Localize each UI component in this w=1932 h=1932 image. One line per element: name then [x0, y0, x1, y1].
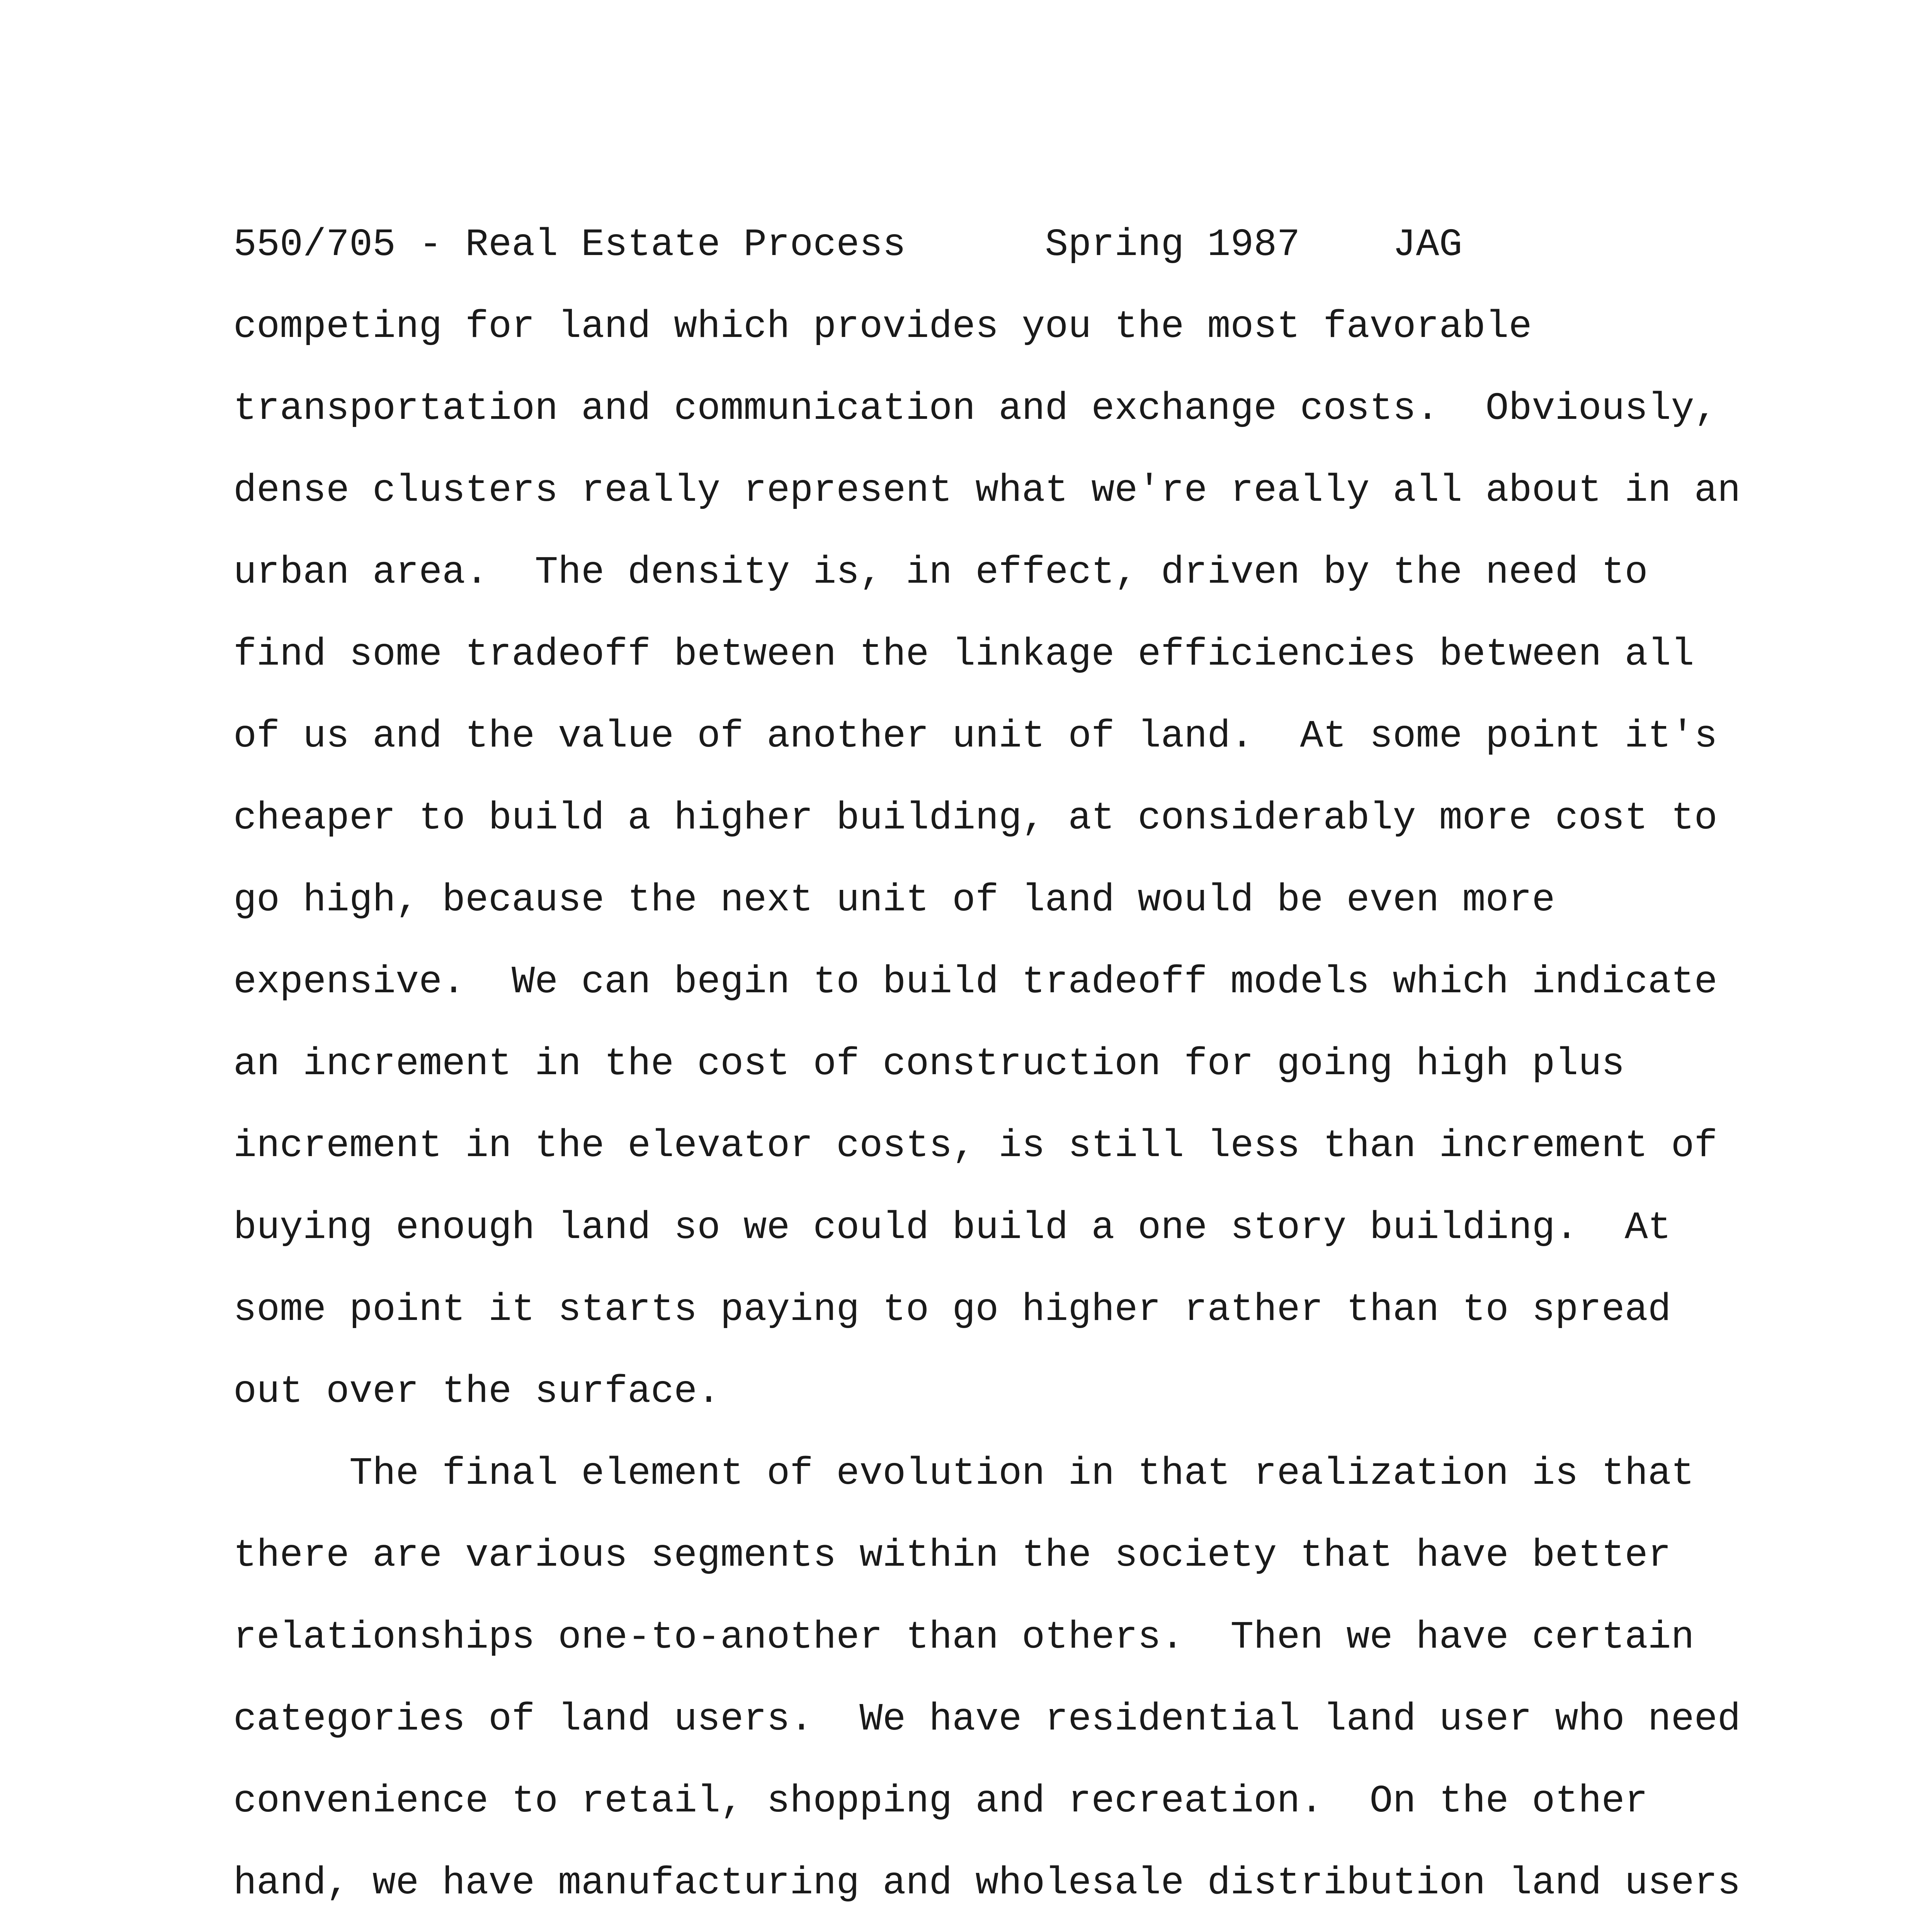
term: Spring 1987	[1045, 223, 1300, 267]
text-line: categories of land users. We have residential land user who need	[233, 1698, 1741, 1742]
page-header	[233, 222, 1463, 269]
text-line: some point it starts paying to go higher rather than to spread	[233, 1288, 1671, 1332]
text-line: there are various segments within the society that have better	[233, 1534, 1671, 1578]
text-line: of us and the value of another unit of land. At some point it's	[233, 715, 1718, 759]
text-line: out over the surface.	[233, 1370, 721, 1414]
text-line: an increment in the cost of construction for going high plus	[233, 1043, 1625, 1086]
text-line: convenience to retail, shopping and recreation. On the other	[233, 1780, 1648, 1823]
text-line: find some tradeoff between the linkage efficiencies between all	[233, 633, 1694, 677]
text-line: expensive. We can begin to build tradeoff models which indicate	[233, 961, 1718, 1004]
author-initials: JAG	[1393, 223, 1463, 267]
text-line: buying enough land so we could build a one story building. At	[233, 1206, 1671, 1250]
text-line: The final element of evolution in that realization is that	[233, 1452, 1694, 1496]
course-title: 550/705 - Real Estate Process	[233, 223, 906, 267]
text-line: transportation and communication and exchange costs. Obviously,	[233, 387, 1718, 431]
text-line: urban area. The density is, in effect, driven by the need to	[233, 551, 1648, 595]
text-line: go high, because the next unit of land would be even more	[233, 879, 1555, 922]
text-line: relationships one-to-another than others. Then we have certain	[233, 1616, 1694, 1660]
text-line: hand, we have manufacturing and wholesale distribution land users	[233, 1862, 1741, 1905]
text-line: increment in the elevator costs, is still less than increment of	[233, 1124, 1718, 1168]
text-line: cheaper to build a higher building, at considerably more cost to	[233, 797, 1718, 840]
text-line: dense clusters really represent what we're really all about in an	[233, 469, 1741, 513]
text-line: competing for land which provides you the most favorable	[233, 305, 1532, 349]
